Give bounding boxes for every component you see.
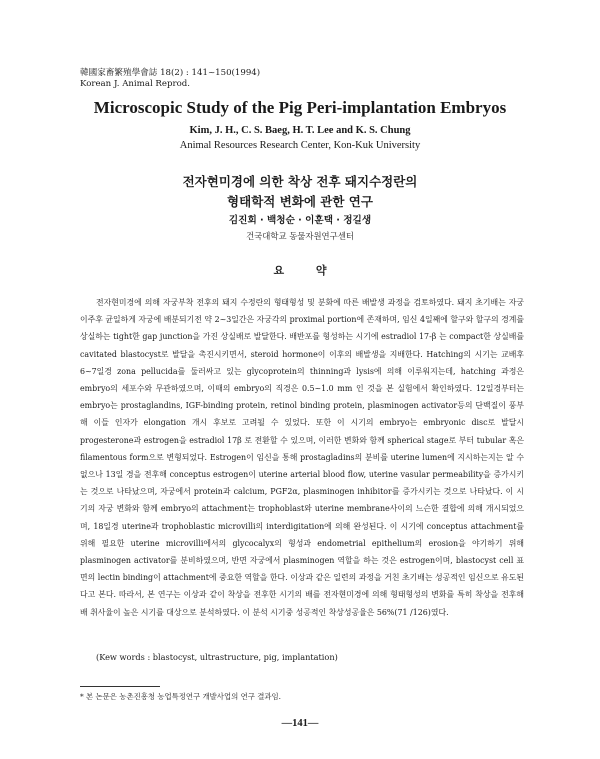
keywords: (Kew words : blastocyst, ultrastructure, pig, implantation) (96, 652, 338, 662)
abstract-heading: 요 약 (273, 264, 341, 277)
abstract-paragraph: 전자현미경에 의해 자궁부착 전후의 돼지 수정란의 형태형성 및 분화에 따른 배발생 과정을 검토하였다. 돼지 초기배는 자궁이주후 균일하게 자궁에 배분되기전 약 2~3일간은 자궁각의 proximal portion에 존재하며, 임신 4일째에 할구와 할구의 경계를 상실하는 tight한 gap junction을 가진 상실배로 발달한다. 배반포를 형성하는 시기에 estradiol 17-β 는 compact한 상실배를 cavitated blastocyst로 발달을 촉진시키면서, steroid hormone이 이후의 배발생을 지배한다. Hatching의 시기는 교배후 6~7일경 zona pellucida를 둘러싸고 있는 glycoprotein의 thinning과 lysis에 의해 이루워지는데, hatching 과정은 embryo의 세포수와 무관하였으며, 이때의 embryo의 직경은 0.5~1.0 mm 인 것을 본 실험에서 확인하였다. 12일경부터는 embryo는 prostaglandins, IGF-binding protein, retinol binding protein, plasminogen activator등의 단백질이 풍부해 이들 인자가 elongation 개시 후보로 고려될 수 있었다. 또한 이 시기의 embryo는 embryonic disc로 발달시 progesterone과 estrogen을 estradiol 17β 로 전환할 수 있으며, 이러한 변화와 함께 spherical stage로 부터 tubular 혹은 filamentous form으로 변형되었다. Estrogen이 임신을 통해 prostagladins의 분비를 uterine lumen에 지시하는지는 알 수 없으나 13일 경을 전후해 conceptus estrogen이 uterine arterial blood flow, uterine vasular permeability을 증가시키는 것으로 나타났으며, 자궁에서 protein과 calcium, PGF2α, plasminogen inhibitor를 증가시키는 것으로 나타났다. 이 시기의 자궁 변화와 함께 embryo의 attachment는 trophoblast와 uterine membrane사이의 느슨한 결합에 의해 개시되었으며, 18일경 uterine과 trophoblastic microvilli의 interdigitation에 의해 완성된다. 이 시기에 conceptus attachment를 위해 필요한 uterine microvilli에서의 glycocalyx의 형성과 endometrial epithelium의 erosion을 야기하기 위해 plasminogen activator를 분비하였으며, 반면 자궁에서 plasminogen 역할을 하는 것은 estrogen이며, blastocyst cell 표면의 lectin binding이 attachment에 중요한 역할을 한다. 이상과 같은 일련의 과정을 거친 초기배는 성공적인 임신으로 유도된다고 본다. 따라서, 본 연구는 이상과 같이 착상을 전후한 시기의 배를 전자현미경에 의해 형태형성의 변화를 특히 착상을 전후해 배 취사율이 높은 시기를 대상으로 분석하였다. 이 분석 시기중 성공적인 착상성공율은 56%(71 /126)였다. (80, 298, 524, 617)
journal-name-english: Korean J. Animal Reprod. (80, 79, 191, 89)
paper-affiliation: Animal Resources Research Center, Kon-Kuk University (179, 140, 421, 151)
korean-title-line-2: 형태학적 변화에 관한 연구 (227, 194, 373, 209)
korean-authors: 김진회 · 백청순 · 이훈택 · 정길생 (228, 215, 372, 226)
korean-affiliation: 건국대학교 동물자원연구센터 (246, 231, 354, 241)
paper-authors: Kim, J. H., C. S. Baeg, H. T. Lee and K. S. Chung (189, 125, 411, 136)
journal-citation: 韓國家畜繁殖學會誌 18(2) : 141~150(1994) (80, 68, 261, 78)
journal-header (80, 68, 260, 90)
paper-title: Microscopic Study of the Pig Peri-implantation Embryos (93, 98, 507, 117)
footnote-divider (80, 686, 160, 687)
abstract-body (80, 294, 524, 621)
page-number: —141— (281, 718, 319, 729)
footnote: * 본 논문은 농촌진흥청 농업특정연구 개발사업의 연구 결과임. (80, 692, 281, 701)
korean-title-line-1: 전자현미경에 의한 착상 전후 돼지수정란의 (182, 174, 418, 189)
